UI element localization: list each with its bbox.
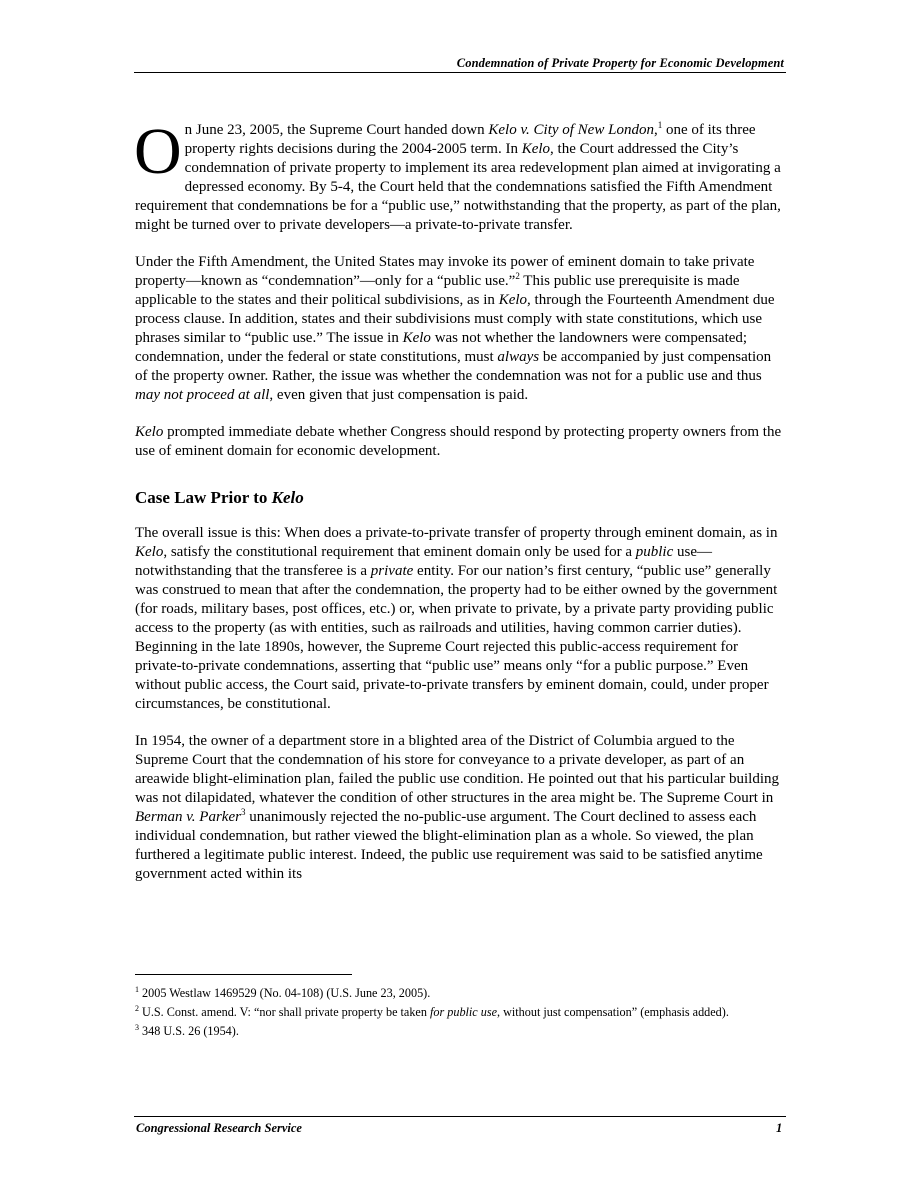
text-span: be accompanied by just compensation of the property owner. Rather, the issue was whether the condemnation was not for a public use and thus bbox=[135, 349, 772, 384]
case-name: Kelo bbox=[135, 424, 164, 440]
text-span: n June 23, 2005, the Supreme Court handed down bbox=[184, 122, 489, 138]
text-span: , the Court addressed the City’s condemnation of private property to implement its area redevelopment plan aimed at invigorating a depressed economy. By 5-4, the Court held that the condemnations satisfied the Fifth Amendment requirement that condemnations be for a “public use,” notwithstanding that the property, as part of the plan, might be turned over to private developers—a private-to-private transfer. bbox=[135, 141, 781, 233]
case-name: Kelo bbox=[498, 292, 528, 308]
body-content bbox=[134, 115, 782, 902]
text-span: entity. For our nation’s first century, “public use” generally was construed to mean that after the condemnation, the property had to be either owned by the government (for roads, military bases, post offices, etc.) or, when private to private, by a private party providing public access to the property (as with entities, such as railroads and utilities, having common carrier duties). Beginning in the late 1890s, however, the Supreme Court rejected this public-access requirement for private-to-private condemnations, asserting that “public use” means only “for a public purpose.” Even without public access, the Court said, private-to-private transfers by eminent domain, could, under proper circumstances, be constitutional. bbox=[135, 563, 778, 712]
drop-cap: O bbox=[134, 115, 182, 188]
text-span: prompted immediate debate whether Congress should respond by protecting property owners from the use of eminent domain for economic development. bbox=[135, 424, 782, 459]
text-span: unanimously rejected the no-public-use argument. The Court declined to assess each individual condemnation, but rather viewed the blight-elimination plan as a whole. So viewed, the plan furthered a legitimate public interest. Indeed, the public use requirement was said to be satisfied anytime government acted within its bbox=[135, 809, 763, 882]
footnote-3 bbox=[135, 1024, 782, 1039]
emphasis: for public use bbox=[429, 1005, 498, 1019]
case-name: Kelo bbox=[402, 330, 431, 346]
intro-paragraph bbox=[134, 115, 782, 235]
footnote-ref[interactable]: 1 bbox=[657, 120, 663, 130]
section-heading bbox=[135, 488, 782, 508]
paragraph-berman bbox=[135, 732, 782, 884]
paragraph-debate bbox=[135, 423, 782, 461]
text-span: one of its three property rights decisions during the 2004-2005 term. In bbox=[184, 122, 756, 157]
emphasis: may not proceed at all bbox=[135, 387, 270, 403]
case-name: Kelo bbox=[135, 544, 164, 560]
footer-rule bbox=[134, 1116, 786, 1117]
heading-text: Case Law Prior to bbox=[135, 488, 272, 507]
text-span: , bbox=[653, 122, 658, 138]
header-title: Condemnation of Private Property for Economic Development bbox=[456, 56, 784, 70]
text-span: This public use prerequisite is made applicable to the states and their political subdivisions, as in bbox=[135, 273, 740, 308]
footnote-separator bbox=[135, 974, 352, 975]
heading-case-name: Kelo bbox=[271, 488, 304, 507]
footnote-1 bbox=[135, 986, 782, 1001]
running-header bbox=[134, 53, 786, 73]
footnote-ref[interactable]: 3 bbox=[240, 807, 246, 817]
case-name: Berman v. Parker bbox=[135, 809, 241, 825]
footnote-number: 3 bbox=[135, 1023, 139, 1032]
paragraph-overall-issue bbox=[135, 524, 782, 714]
text-span: , even given that just compensation is paid. bbox=[269, 387, 529, 403]
footnote-text: 2005 Westlaw 1469529 (No. 04-108) (U.S. June 23, 2005). bbox=[142, 986, 431, 1000]
footnote-text: , without just compensation” (emphasis added). bbox=[497, 1005, 729, 1019]
case-name: Kelo v. City of New London bbox=[488, 122, 654, 138]
text-span: In 1954, the owner of a department store in a blighted area of the District of Columbia argued to the Supreme Court that the condemnation of his store for conveyance to a private developer, as part of an areawide blight-elimination plan, failed the public use condition. He pointed out that his particular building was not dilapidated, whatever the condition of other structures in the area might be. The Supreme Court in bbox=[135, 733, 780, 806]
text-span: was not whether the landowners were compensated; condemnation, under the federal or state constitutions, must bbox=[135, 330, 748, 365]
footnotes bbox=[135, 986, 782, 1043]
footer-publisher: Congressional Research Service bbox=[136, 1121, 302, 1135]
text-span: Under the Fifth Amendment, the United States may invoke its power of eminent domain to take private property—known as “condemnation”—only for a “public use.” bbox=[135, 254, 755, 289]
text-span: , through the Fourteenth Amendment due process clause. In addition, states and their subdivisions must comply with state constitutions, which use phrases similar to “public use.” The issue in bbox=[135, 292, 775, 346]
page-number: 1 bbox=[776, 1121, 783, 1135]
text-span: The overall issue is this: When does a private-to-private transfer of property through eminent domain, as in bbox=[135, 525, 778, 541]
case-name: Kelo bbox=[521, 141, 551, 157]
footnote-text: U.S. Const. amend. V: “nor shall private property be taken bbox=[142, 1005, 430, 1019]
emphasis: private bbox=[370, 563, 414, 579]
footnote-text: 348 U.S. 26 (1954). bbox=[142, 1024, 239, 1038]
emphasis: public bbox=[635, 544, 674, 560]
paragraph-fifth-amendment bbox=[135, 253, 782, 405]
footnote-number: 1 bbox=[135, 985, 139, 994]
emphasis: always bbox=[497, 349, 540, 365]
text-span: use—notwithstanding that the transferee is a bbox=[135, 544, 712, 579]
text-span: , satisfy the constitutional requirement that eminent domain only be used for a bbox=[163, 544, 636, 560]
footnote-ref[interactable]: 2 bbox=[515, 271, 520, 281]
footnote-number: 2 bbox=[135, 1004, 139, 1013]
footnote-2 bbox=[135, 1005, 782, 1020]
